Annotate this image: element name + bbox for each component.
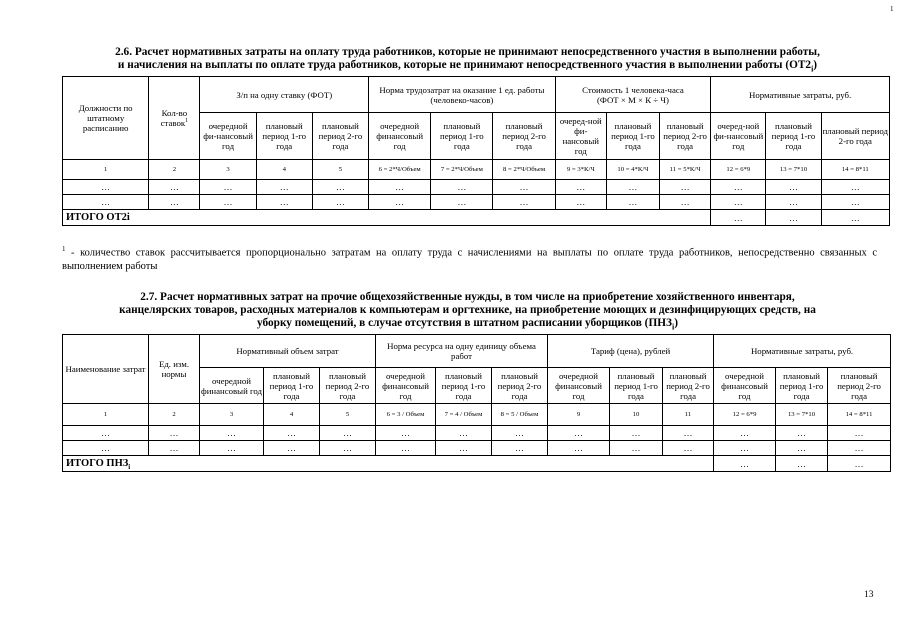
column-formula: 7 = 2*Ч/Объем: [431, 160, 493, 180]
header-hour-cost: Стоимость 1 человека-часа (ФОТ × М × К ÷ Ч): [555, 77, 711, 113]
subheader-plan-year2: плановый период 2-го года: [663, 368, 714, 404]
subheader-plan-year2: плановый период 2-го года: [492, 368, 548, 404]
ellipsis-cell: …: [63, 180, 149, 195]
ellipsis-cell: …: [369, 180, 431, 195]
table-row: [63, 441, 891, 456]
subheader-plan-year2: плановый период 2-го года: [660, 113, 711, 160]
ellipsis-cell: …: [766, 180, 821, 195]
ellipsis-cell: …: [149, 195, 200, 210]
ellipsis-cell: …: [200, 195, 256, 210]
section-2-6-title-line1: 2.6. Расчет нормативных затраты на оплату труда работников, которые не принимают непосредственного участия в выполнении работы,: [115, 46, 820, 58]
subheader-plan-year2: плановый период 2-го года: [312, 113, 368, 160]
ellipsis-cell: …: [711, 210, 766, 226]
table-row: [63, 195, 890, 210]
corner-mark: 1: [890, 5, 894, 13]
section-2-7-title: [50, 291, 885, 330]
column-formula: 12 = 6*9: [714, 404, 776, 426]
ellipsis-cell: …: [776, 456, 828, 472]
column-number: 4: [264, 404, 320, 426]
section-2-7-title-line1: 2.7. Расчет нормативных затрат на прочие общехозяйственные нужды, в том числе на приобретение хозяйственного инвентаря,: [140, 291, 795, 303]
ellipsis-cell: …: [714, 456, 776, 472]
subheader-current-year: очередной фи-нансовый год: [200, 113, 256, 160]
section-2-7-title-line2: канцелярских товаров, расходных материалов к компьютерам и оргтехнике, на приобретение моющих и дезинфицирующих средств, на: [119, 304, 816, 316]
ellipsis-cell: …: [766, 195, 821, 210]
ellipsis-cell: …: [256, 180, 312, 195]
subheader-current-year: очеред-ной фи-нансовый год: [711, 113, 766, 160]
column-formula: 9 = 3*К/Ч: [555, 160, 606, 180]
ellipsis-cell: …: [660, 195, 711, 210]
subheader-current-year: очередной финансовый год: [548, 368, 610, 404]
subheader-plan-year1: плановый период 1-го года: [256, 113, 312, 160]
ellipsis-cell: …: [63, 195, 149, 210]
total-label: ИТОГО ОТ2i: [63, 210, 660, 226]
ellipsis-cell: …: [776, 441, 828, 456]
ellipsis-cell: …: [149, 180, 200, 195]
subheader-current-year: очередной финансовый год: [714, 368, 776, 404]
section-2-6-title: [50, 46, 885, 72]
column-formula: 8 = 5 / Объем: [492, 404, 548, 426]
ellipsis-cell: …: [821, 195, 889, 210]
subheader-current-year: очередной финансовый год: [376, 368, 436, 404]
subheader-plan-year2: плановый период 2-го года: [821, 113, 889, 160]
ellipsis-cell: …: [256, 195, 312, 210]
column-formula: 12 = 6*9: [711, 160, 766, 180]
column-number: 3: [200, 160, 256, 180]
ellipsis-cell: …: [606, 195, 659, 210]
header-positions: Должности по штатному расписанию: [63, 77, 149, 160]
ellipsis-cell: …: [63, 426, 149, 441]
column-formula: 13 = 7*10: [766, 160, 821, 180]
subheader-plan-year2: плановый период 2-го года: [320, 368, 376, 404]
subheader-current-year: очередной финансовый год: [369, 113, 431, 160]
subheader-plan-year2: плановый период 2-го года: [493, 113, 555, 160]
subheader-plan-year1: плановый период 1-го года: [264, 368, 320, 404]
section-2-6-title-line2: и начисления на выплаты по оплате труда работников, которые не принимают непосредственного участия в выполнении работы $(ОТ2_i)$: [117, 59, 818, 74]
column-number: 10: [610, 404, 663, 426]
ellipsis-cell: …: [821, 210, 889, 226]
ellipsis-cell: …: [149, 441, 200, 456]
header-tariff: Тариф (цена), рублей: [548, 335, 714, 368]
ellipsis-cell: …: [436, 441, 492, 456]
ellipsis-cell: …: [369, 195, 431, 210]
ellipsis-cell: …: [711, 195, 766, 210]
column-number: 2: [149, 404, 200, 426]
table-row: [63, 426, 891, 441]
column-number: 11: [663, 404, 714, 426]
ellipsis-cell: …: [663, 426, 714, 441]
ellipsis-cell: …: [312, 195, 368, 210]
ellipsis-cell: …: [312, 180, 368, 195]
subheader-plan-year2: плановый период 2-го года: [828, 368, 891, 404]
ellipsis-cell: …: [492, 426, 548, 441]
column-formula: 14 = 8*11: [821, 160, 889, 180]
column-number: 4: [256, 160, 312, 180]
ellipsis-cell: …: [264, 426, 320, 441]
ellipsis-cell: …: [548, 441, 610, 456]
ellipsis-cell: …: [828, 426, 891, 441]
column-formula: 8 = 2*Ч/Объем: [493, 160, 555, 180]
ellipsis-cell: …: [776, 426, 828, 441]
column-number: 3: [200, 404, 264, 426]
ellipsis-cell: …: [610, 441, 663, 456]
ellipsis-cell: …: [766, 210, 821, 226]
ellipsis-cell: …: [663, 441, 714, 456]
total-row: [63, 456, 891, 472]
subheader-plan-year1: плановый период 1-го года: [436, 368, 492, 404]
header-normative-costs: Нормативные затраты, руб.: [714, 335, 891, 368]
ellipsis-cell: …: [431, 180, 493, 195]
header-salary-per-rate: З/п на одну ставку (ФОТ): [200, 77, 369, 113]
column-formula: 6 = 3 / Объем: [376, 404, 436, 426]
column-number: 1: [63, 160, 149, 180]
ellipsis-cell: …: [320, 426, 376, 441]
subheader-plan-year1: плановый период 1-го года: [776, 368, 828, 404]
ellipsis-cell: …: [376, 441, 436, 456]
subheader-plan-year1: плановый период 1-го года: [610, 368, 663, 404]
ellipsis-cell: …: [828, 456, 891, 472]
subheader-plan-year1: плановый период 1-го года: [766, 113, 821, 160]
ellipsis-cell: …: [493, 180, 555, 195]
ellipsis-cell: …: [149, 426, 200, 441]
column-number: 9: [548, 404, 610, 426]
ellipsis-cell: …: [63, 441, 149, 456]
ellipsis-cell: …: [436, 426, 492, 441]
page-number: 13: [864, 590, 874, 600]
footnote-text: - количество ставок рассчитывается пропорционально затратам на оплату труда с начислениями на выплаты по оплате труда работников, непосредственно связанных с выполнением работы: [62, 247, 877, 272]
column-number: 5: [320, 404, 376, 426]
column-number: 2: [149, 160, 200, 180]
ellipsis-cell: …: [821, 180, 889, 195]
footnote-marker: 1: [62, 245, 66, 253]
empty-cell: [663, 456, 714, 472]
table-row: [63, 180, 890, 195]
ellipsis-cell: …: [828, 441, 891, 456]
ellipsis-cell: …: [555, 195, 606, 210]
ellipsis-cell: …: [660, 180, 711, 195]
header-normative-costs: Нормативные затраты, руб.: [711, 77, 890, 113]
table-row-column-numbers: [63, 404, 891, 426]
header-rates: Кол-во ставок$^1$: [149, 77, 200, 160]
ellipsis-cell: …: [431, 195, 493, 210]
subheader-current-year: очередной финансовый год: [200, 368, 264, 404]
header-labor-norm: Норма трудозатрат на оказание 1 ед. работы (человеко-часов): [369, 77, 556, 113]
header-cost-name: Наименование затрат: [63, 335, 149, 404]
ellipsis-cell: …: [548, 426, 610, 441]
ellipsis-cell: …: [200, 426, 264, 441]
ellipsis-cell: …: [320, 441, 376, 456]
ellipsis-cell: …: [711, 180, 766, 195]
subheader-plan-year1: плановый период 1-го года: [431, 113, 493, 160]
ellipsis-cell: …: [200, 180, 256, 195]
ellipsis-cell: …: [714, 426, 776, 441]
ellipsis-cell: …: [376, 426, 436, 441]
column-formula: 11 = 5*К/Ч: [660, 160, 711, 180]
column-formula: 7 = 4 / Объем: [436, 404, 492, 426]
ellipsis-cell: …: [610, 426, 663, 441]
header-resource-norm: Норма ресурса на одну единицу объема работ: [376, 335, 548, 368]
subheader-plan-year1: плановый период 1-го года: [606, 113, 659, 160]
column-formula: 6 = 2*Ч/Объем: [369, 160, 431, 180]
ellipsis-cell: …: [200, 441, 264, 456]
header-normative-volume: Нормативный объем затрат: [200, 335, 376, 368]
total-label: ИТОГО $ПНЗ_i$: [63, 456, 663, 472]
subheader-current-year: очеред-ной фи-нансовый год: [555, 113, 606, 160]
pnz-table: [62, 334, 891, 472]
ellipsis-cell: …: [714, 441, 776, 456]
column-formula: 13 = 7*10: [776, 404, 828, 426]
ellipsis-cell: …: [492, 441, 548, 456]
ellipsis-cell: …: [493, 195, 555, 210]
column-number: 5: [312, 160, 368, 180]
column-formula: 14 = 8*11: [828, 404, 891, 426]
column-number: 1: [63, 404, 149, 426]
footnote: [62, 243, 877, 273]
table-row-column-numbers: [63, 160, 890, 180]
empty-cell: [660, 210, 711, 226]
total-row: [63, 210, 890, 226]
header-unit: Ед. изм. нормы: [149, 335, 200, 404]
column-formula: 10 = 4*К/Ч: [606, 160, 659, 180]
section-2-7-title-line3: уборку помещений, в случае отсутствия в штатном расписании уборщиков $(ПНЗ_i)$: [257, 317, 678, 332]
ellipsis-cell: …: [606, 180, 659, 195]
ot2-table: [62, 76, 890, 226]
ellipsis-cell: …: [555, 180, 606, 195]
ellipsis-cell: …: [264, 441, 320, 456]
